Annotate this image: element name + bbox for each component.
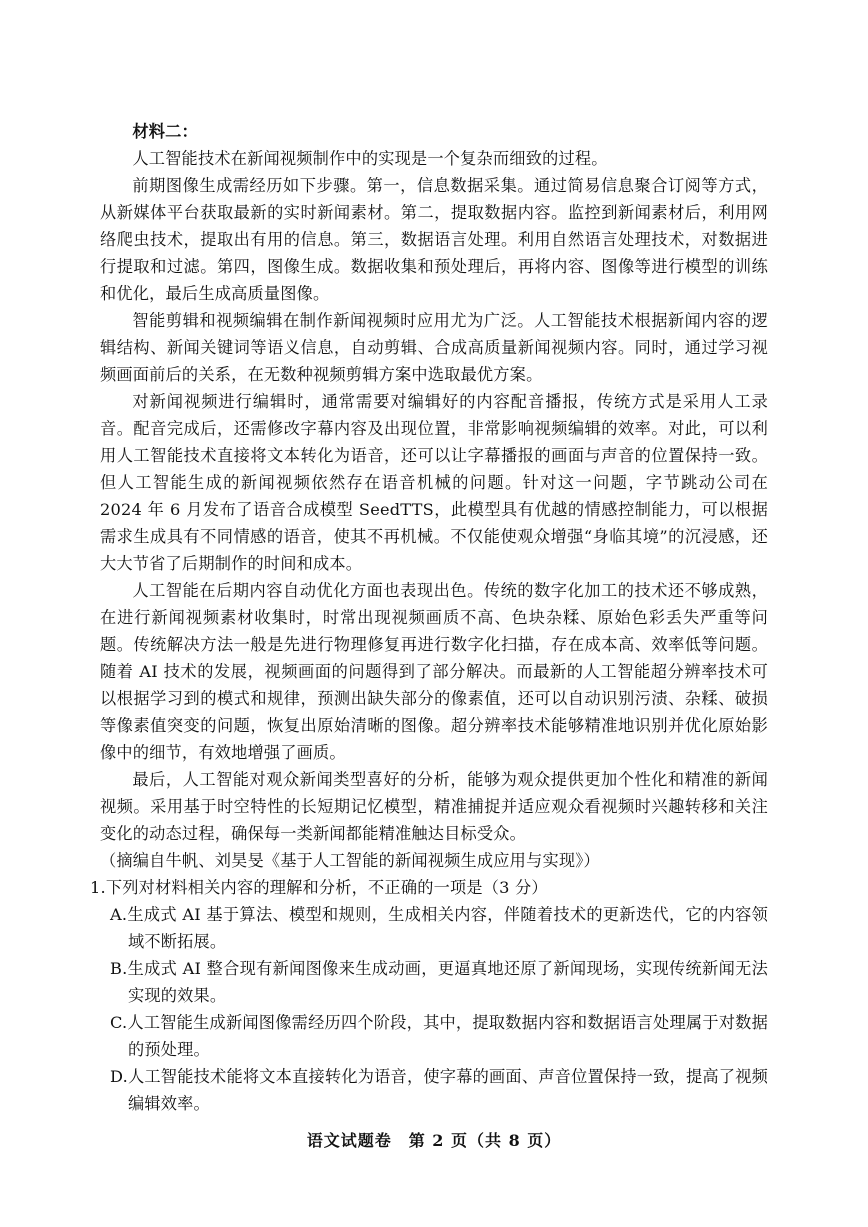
source-citation: （摘编自牛帆、刘昊旻《基于人工智能的新闻视频生成应用与实现》） [100,851,600,870]
page-content [90,114,768,1117]
material-paragraph-3: 智能剪辑和视频编辑在制作新闻视频时应用尤为广泛。人工智能技术根据新闻内容的逻辑结构、新闻关键词等语义信息，自动剪辑、合成高质量新闻视频内容。同时，通过学习视频画面前后的关系，在无数种视频剪辑方案中选取最优方案。 [100,311,768,384]
material-paragraph-5: 人工智能在后期内容自动优化方面也表现出色。传统的数字化加工的技术还不够成熟，在进行新闻视频素材收集时，时常出现视频画质不高、色块杂糅、原始色彩丢失严重等问题。传统解决方法一般是先进行物理修复再进行数字化扫描，存在成本高、效率低等问题。随着 AI 技术的发展，视频画面的问题得到了部分解决。而最新的人工智能超分辨率技术可以根据学习到的模式和规律，预测出缺失部分的像素值，还可以自动识别污渍、杂糅、破损等像素值突变的问题，恢复出原始清晰的图像。超分辨率技术能够精准地识别并优化原始影像中的细节，有效地增强了画质。 [100,581,768,762]
option-b: B.生成式 AI 整合现有新闻图像来生成动画，更逼真地还原了新闻现场，实现传统新闻无法实现的效果。 [110,959,768,1005]
option-c: C.人工智能生成新闻图像需经历四个阶段，其中，提取数据内容和数据语言处理属于对数据的预处理。 [110,1013,768,1059]
material-paragraph-6: 最后，人工智能对观众新闻类型喜好的分析，能够为观众提供更加个性化和精准的新闻视频。采用基于时空特性的长短期记忆模型，精准捕捉并适应观众看视频时兴趣转移和关注变化的动态过程，确保每一类新闻都能精准触达目标受众。 [100,770,768,843]
material-heading: 材料二： [132,122,198,141]
material-paragraph-4: 对新闻视频进行编辑时，通常需要对编辑好的内容配音播报，传统方式是采用人工录音。配音完成后，还需修改字幕内容及出现位置，非常影响视频编辑的效率。对此，可以利用人工智能技术直接将文本转化为语音，还可以让字幕播报的画面与声音的位置保持一致。但人工智能生成的新闻视频依然存在语音机械的问题。针对这一问题，字节跳动公司在 2024 年 6 月发布了语音合成模型 SeedTTS，此模型具有优越的情感控制能力，可以根据需求生成具有不同情感的语音，使其不再机械。不仅能使观众增强“身临其境”的沉浸感，还大大节省了后期制作的时间和成本。 [100,392,768,573]
page-footer: 语文试题卷 第 2 页（共 8 页） [306,1131,562,1150]
question-stem: 1.下列对材料相关内容的理解和分析，不正确的一项是（3 分） [90,878,548,897]
material-paragraph-2: 前期图像生成需经历如下步骤。第一，信息数据采集。通过简易信息聚合订阅等方式，从新媒体平台获取最新的实时新闻素材。第二，提取数据内容。监控到新闻素材后，利用网络爬虫技术，提取出有用的信息。第三，数据语言处理。利用自然语言处理技术，对数据进行提取和过滤。第四，图像生成。数据收集和预处理后，再将内容、图像等进行模型的训练和优化，最后生成高质量图像。 [100,176,768,303]
material-paragraph-1: 人工智能技术在新闻视频制作中的实现是一个复杂而细致的过程。 [132,149,608,168]
option-a: A.生成式 AI 基于算法、模型和规则，生成相关内容，伴随着技术的更新迭代，它的内容领域不断拓展。 [110,905,768,951]
option-d: D.人工智能技术能将文本直接转化为语音，使字幕的画面、声音位置保持一致，提高了视频编辑效率。 [110,1067,768,1113]
